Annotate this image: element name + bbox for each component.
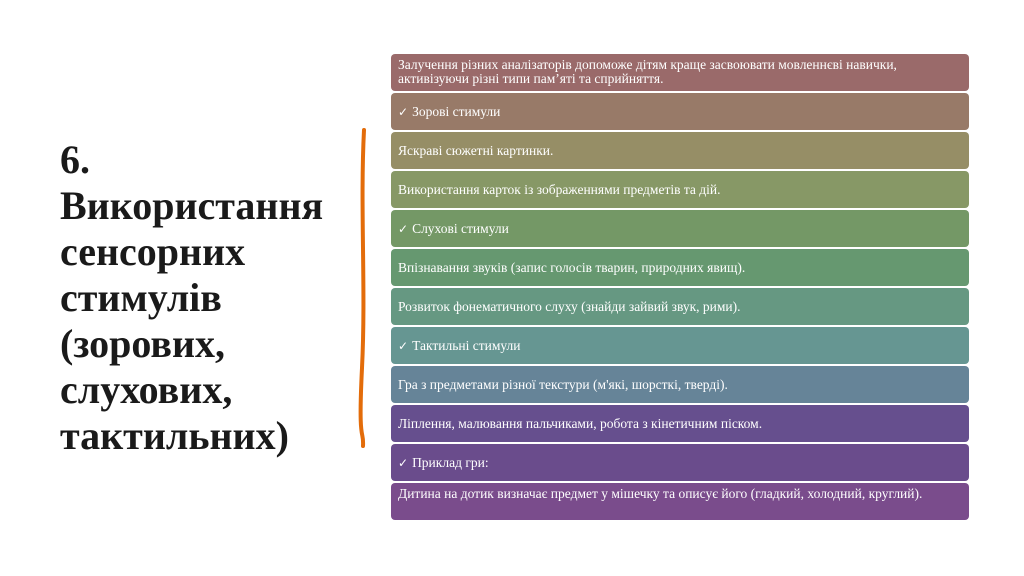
checkmark-icon: ✓ bbox=[398, 338, 409, 353]
title-line: Використання bbox=[60, 183, 324, 228]
list-item-text: Розвиток фонематичного слуху (знайди зайвий звук, рими). bbox=[398, 298, 741, 314]
list-item-text: Використання карток із зображеннями предметів та дій. bbox=[398, 181, 721, 197]
list-item bbox=[391, 288, 969, 325]
section-header-row bbox=[391, 93, 969, 130]
title-line: сенсорних bbox=[60, 229, 246, 274]
list-item-text: Дитина на дотик визначає предмет у мішечку та описує його (гладкий, холодний, круглий). bbox=[398, 486, 923, 501]
title-line: тактильних) bbox=[60, 413, 289, 458]
list-item-text: Слухові стимули bbox=[412, 220, 509, 236]
list-item bbox=[391, 366, 969, 403]
section-header-row bbox=[391, 444, 969, 481]
title-line: стимулів bbox=[60, 275, 222, 320]
section-header-row bbox=[391, 210, 969, 247]
list-item bbox=[391, 405, 969, 442]
list-item-text: Тактильні стимули bbox=[412, 337, 521, 353]
list-item-text: Залучення різних аналізаторів допоможе дітям краще засвоювати мовленнєві навички, активізуючи різні типи пам’яті та сприйняття. bbox=[398, 57, 897, 86]
title-line: (зорових, bbox=[60, 321, 226, 366]
checkmark-icon: ✓ bbox=[398, 455, 409, 470]
title-line: 6. bbox=[60, 137, 90, 182]
list-item bbox=[391, 249, 969, 286]
list-item-text: Ліплення, малювання пальчиками, робота з кінетичним піском. bbox=[398, 415, 763, 431]
content-list bbox=[391, 54, 969, 522]
list-item-text: Впізнавання звуків (запис голосів тварин, природних явищ). bbox=[398, 259, 746, 275]
list-item bbox=[391, 54, 969, 91]
checkmark-icon: ✓ bbox=[398, 104, 409, 119]
list-item-text: Яскраві сюжетні картинки. bbox=[398, 142, 554, 158]
list-item-text: Приклад гри: bbox=[412, 454, 489, 470]
list-item-text: Зорові стимули bbox=[412, 103, 501, 119]
checkmark-icon: ✓ bbox=[398, 221, 409, 236]
list-item-text: Гра з предметами різної текстури (м'які, шорсткі, тверді). bbox=[398, 376, 728, 392]
section-header-row bbox=[391, 327, 969, 364]
list-item bbox=[391, 171, 969, 208]
title-line: слухових, bbox=[60, 367, 233, 412]
slide-title bbox=[60, 137, 340, 459]
list-item bbox=[391, 132, 969, 169]
list-item bbox=[391, 483, 969, 520]
accent-divider bbox=[358, 128, 368, 448]
